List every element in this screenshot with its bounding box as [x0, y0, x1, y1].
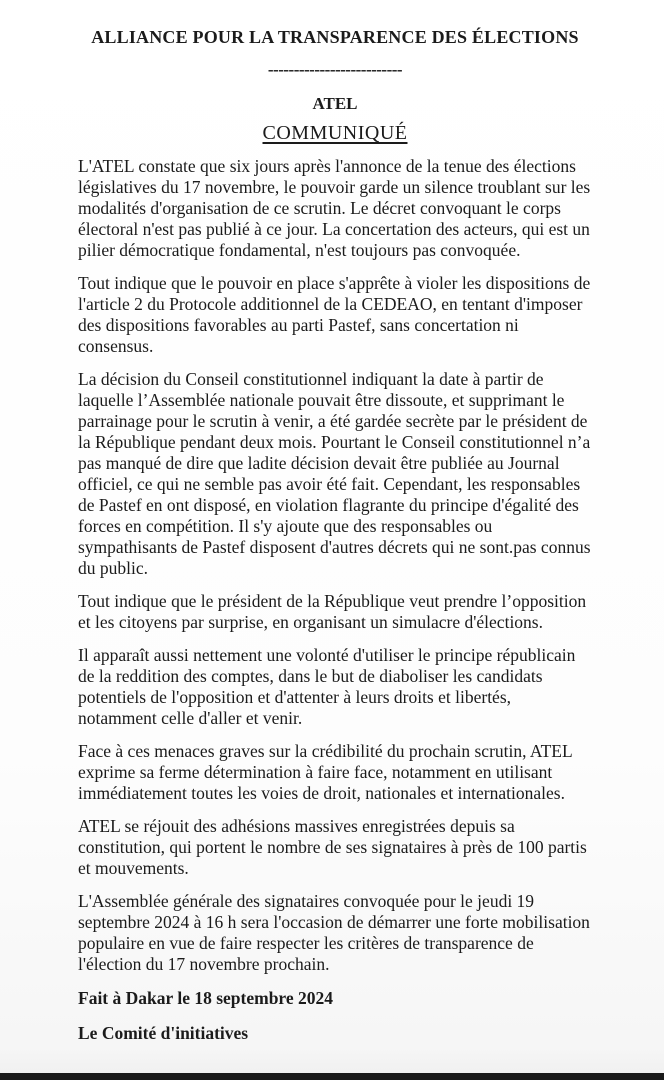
org-abbreviation: ATEL — [312, 94, 358, 113]
body-paragraph: Face à ces menaces graves sur la crédibilité du prochain scrutin, ATEL exprime sa ferme détermination à faire face, notamment en utilisant immédiatement toutes les voies de droit, nationales et internationales. — [78, 741, 573, 803]
dateline: Fait à Dakar le 18 septembre 2024 — [78, 988, 334, 1008]
body-paragraph: La décision du Conseil constitutionnel indiquant la date à partir de laquelle l’Assemblée nationale pouvait être dissoute, et supprimant le parrainage pour le scrutin à venir, a été gardée secrète par le président de la République pendant deux mois. Pourtant le Conseil constitutionnel n’a pas manqué de dire que ladite décision devait être publiée au Journal officiel, ce qui ne semble pas avoir été fait. Cependant, les responsables de Pastef en ont disposé, en violation flagrante du principe d'égalité des forces en compétition. Il s'y ajoute que des responsables ou sympathisants de Pastef disposent d'autres décrets qui ne sont.pas connus du public. — [78, 369, 591, 578]
body-paragraph: Tout indique que le pouvoir en place s'apprête à violer les dispositions de l'article 2 du Protocole additionnel de la CEDEAO, en tentant d'imposer des dispositions favorables au parti Pastef, sans concertation ni consensus. — [78, 273, 591, 356]
doc-type-heading: COMMUNIQUÉ — [262, 122, 408, 144]
body-paragraph: Tout indique que le président de la République veut prendre l’opposition et les citoyens par surprise, en organisant un simulacre d'élections. — [78, 591, 587, 632]
body-paragraph: L'Assemblée générale des signataires convoquée pour le jeudi 19 septembre 2024 à 16 h sera l'occasion de démarrer une forte mobilisation populaire en vue de faire respecter les critères de transparence de l'élection du 17 novembre prochain. — [78, 891, 590, 974]
bottom-letterbox-bar — [0, 1073, 664, 1080]
body-paragraph: ATEL se réjouit des adhésions massives enregistrées depuis sa constitution, qui portent le nombre de ses signataires à près de 100 partis et mouvements. — [78, 816, 587, 878]
body-paragraph: Il apparaît aussi nettement une volonté d'utiliser le principe républicain de la reddition des comptes, dans le but de diaboliser les candidats potentiels de l'opposition et d'attenter à leurs droits et libertés, notamment celle d'aller et venir. — [78, 645, 576, 728]
signature-line: Le Comité d'initiatives — [78, 1023, 249, 1043]
document-title: ALLIANCE POUR LA TRANSPARENCE DES ÉLECTIONS — [91, 27, 579, 47]
body-paragraph: L'ATEL constate que six jours après l'annonce de la tenue des élections législatives du 17 novembre, le pouvoir garde un silence troublant sur les modalités d'organisation de ce scrutin. Le décret convoquant le corps électoral n'est pas publié à ce jour. La concertation des acteurs, qui est un pilier démocratique fondamental, n'est toujours pas convoquée. — [78, 156, 591, 260]
divider-dashes: -------------------------- — [267, 60, 403, 79]
document-body — [78, 156, 592, 975]
